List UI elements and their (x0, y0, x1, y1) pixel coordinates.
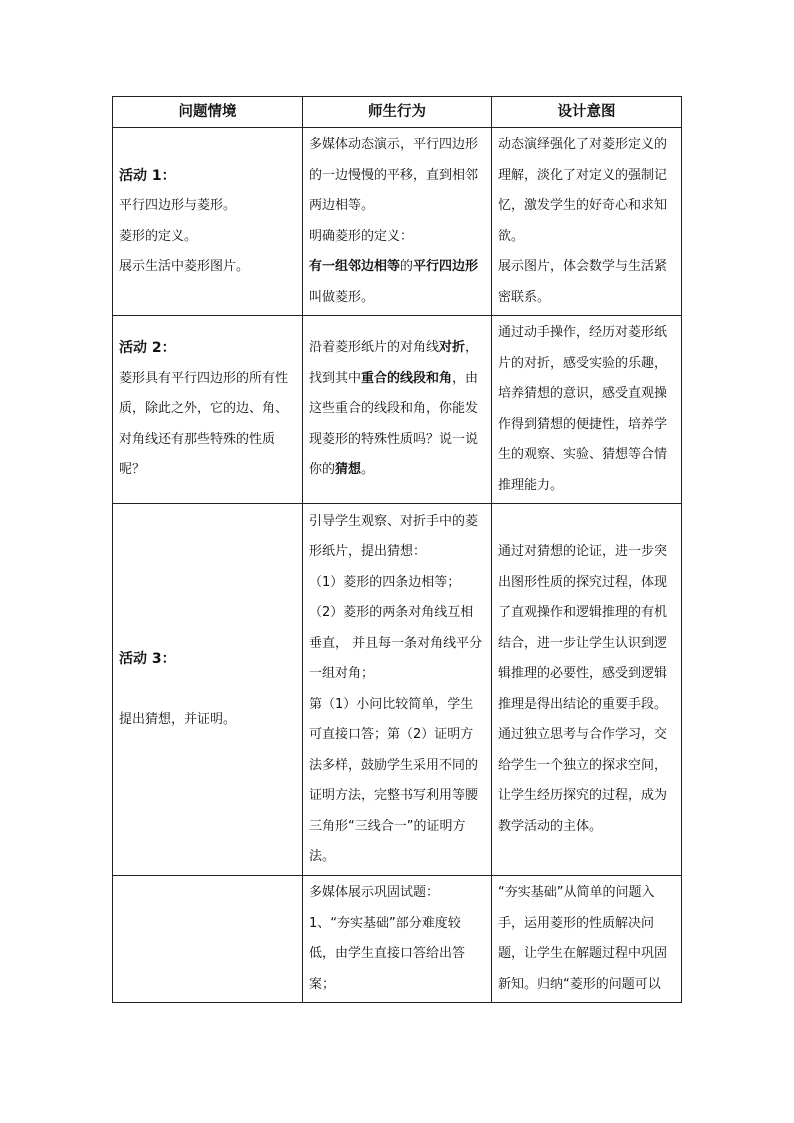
situation-cell (113, 128, 303, 316)
intent-text: 展示图片，体会数学与生活紧密联系。 (498, 259, 668, 305)
text-fragment: 沿着菱形纸片的对角线 (309, 340, 440, 356)
activity-title: 活动 1： (119, 167, 176, 184)
situation-text: 菱形具有平行四边形的所有性质，除此之外，它的边、角、对角线还有那些特殊的性质呢？ (119, 370, 289, 478)
intent-cell (492, 316, 682, 504)
behavior-text: 多媒体展示巩固试题： (309, 885, 440, 900)
bold-term: 有一组邻边相等 (309, 259, 401, 274)
behavior-cell (303, 876, 492, 1003)
header-situation: 问题情境 (113, 97, 303, 128)
situation-line: 菱形的定义。 (119, 228, 198, 244)
behavior-text: 明确菱形的定义： (309, 228, 414, 244)
table-row (113, 128, 682, 316)
behavior-text: 引导学生观察、对折手中的菱形纸片，提出猜想： (309, 513, 479, 559)
behavior-cell (303, 504, 492, 876)
text-fragment: 的 (400, 259, 414, 274)
intent-text: 通过动手操作，经历对菱形纸片的对折，感受实验的乐趣，培养猜想的意识，感受直观操作得到猜想的便捷性，培养学生的观察、实验、猜想等合情推理能力。 (498, 325, 668, 493)
intent-text: 通过对猜想的论证，进一步突出图形性质的探究过程，体现了直观操作和逻辑推理的有机结合，进一步让学生认识到逻辑推理的必要性，感受到逻辑推理是得出结论的重要手段。 (498, 544, 668, 712)
intent-cell (492, 504, 682, 876)
behavior-cell (303, 128, 492, 316)
intent-text: 动态演绎强化了对菱形定义的理解，淡化了对定义的强制记忆，激发学生的好奇心和求知欲。 (498, 137, 668, 244)
table-row (113, 876, 682, 1003)
header-intent: 设计意图 (492, 97, 682, 128)
behavior-text: 多媒体动态演示，平行四边形的一边慢慢的平移，直到相邻两边相等。 (309, 137, 479, 213)
activity-title: 活动 2： (119, 340, 176, 357)
situation-line: 平行四边形与菱形。 (119, 198, 237, 213)
bold-term: 重合的线段和角 (361, 370, 453, 386)
definition-text (309, 252, 485, 313)
header-behavior: 师生行为 (303, 97, 492, 128)
behavior-text: 1、“夯实基础”部分难度较低，由学生直接口答给出答案； (309, 915, 466, 992)
situation-line: 展示生活中菱形图片。 (119, 259, 250, 274)
text-fragment: ，由这些重合的线段和角，你能发现菱形的特殊性质吗？说一说你的 (309, 370, 479, 478)
bold-term: 猜想 (335, 462, 362, 478)
behavior-text: （1）菱形的四条边相等； (309, 574, 461, 590)
text-fragment: 叫做菱形。 (309, 289, 375, 305)
bold-term: 对折 (439, 340, 466, 356)
situation-cell (113, 876, 303, 1003)
behavior-text: （2）菱形的两条对角线互相垂直， 并且每一条对角线平分一组对角； (309, 605, 483, 681)
behavior-text: 第（1）小问比较简单，学生可直接口答；第（2）证明方法多样，鼓励学生采用不同的证明方法，完整书写利用等腰三角形“三线合一”的证明方法。 (309, 696, 479, 864)
spacer (119, 675, 296, 705)
behavior-text (309, 333, 485, 486)
situation-cell (113, 504, 303, 876)
table-row (113, 316, 682, 504)
bold-term: 平行四边形 (413, 259, 479, 274)
intent-cell (492, 876, 682, 1003)
intent-text: 通过独立思考与合作学习，交给学生一个独立的探求空间，让学生经历探究的过程，成为教学活动的主体。 (498, 727, 668, 834)
behavior-cell (303, 316, 492, 504)
table-row (113, 504, 682, 876)
activity-title: 活动 3： (119, 651, 176, 667)
header-row (113, 97, 682, 128)
situation-text: 提出猜想，并证明。 (119, 711, 237, 727)
text-fragment: ，找到其中 (309, 340, 479, 386)
intent-cell (492, 128, 682, 316)
lesson-plan-table (112, 96, 682, 1003)
text-fragment: 。 (361, 462, 375, 478)
intent-text: “夯实基础”从简单的问题入手，运用菱形的性质解决问题，让学生在解题过程中巩固新知。归纳“菱形的问题可以 (498, 885, 668, 992)
situation-cell (113, 316, 303, 504)
